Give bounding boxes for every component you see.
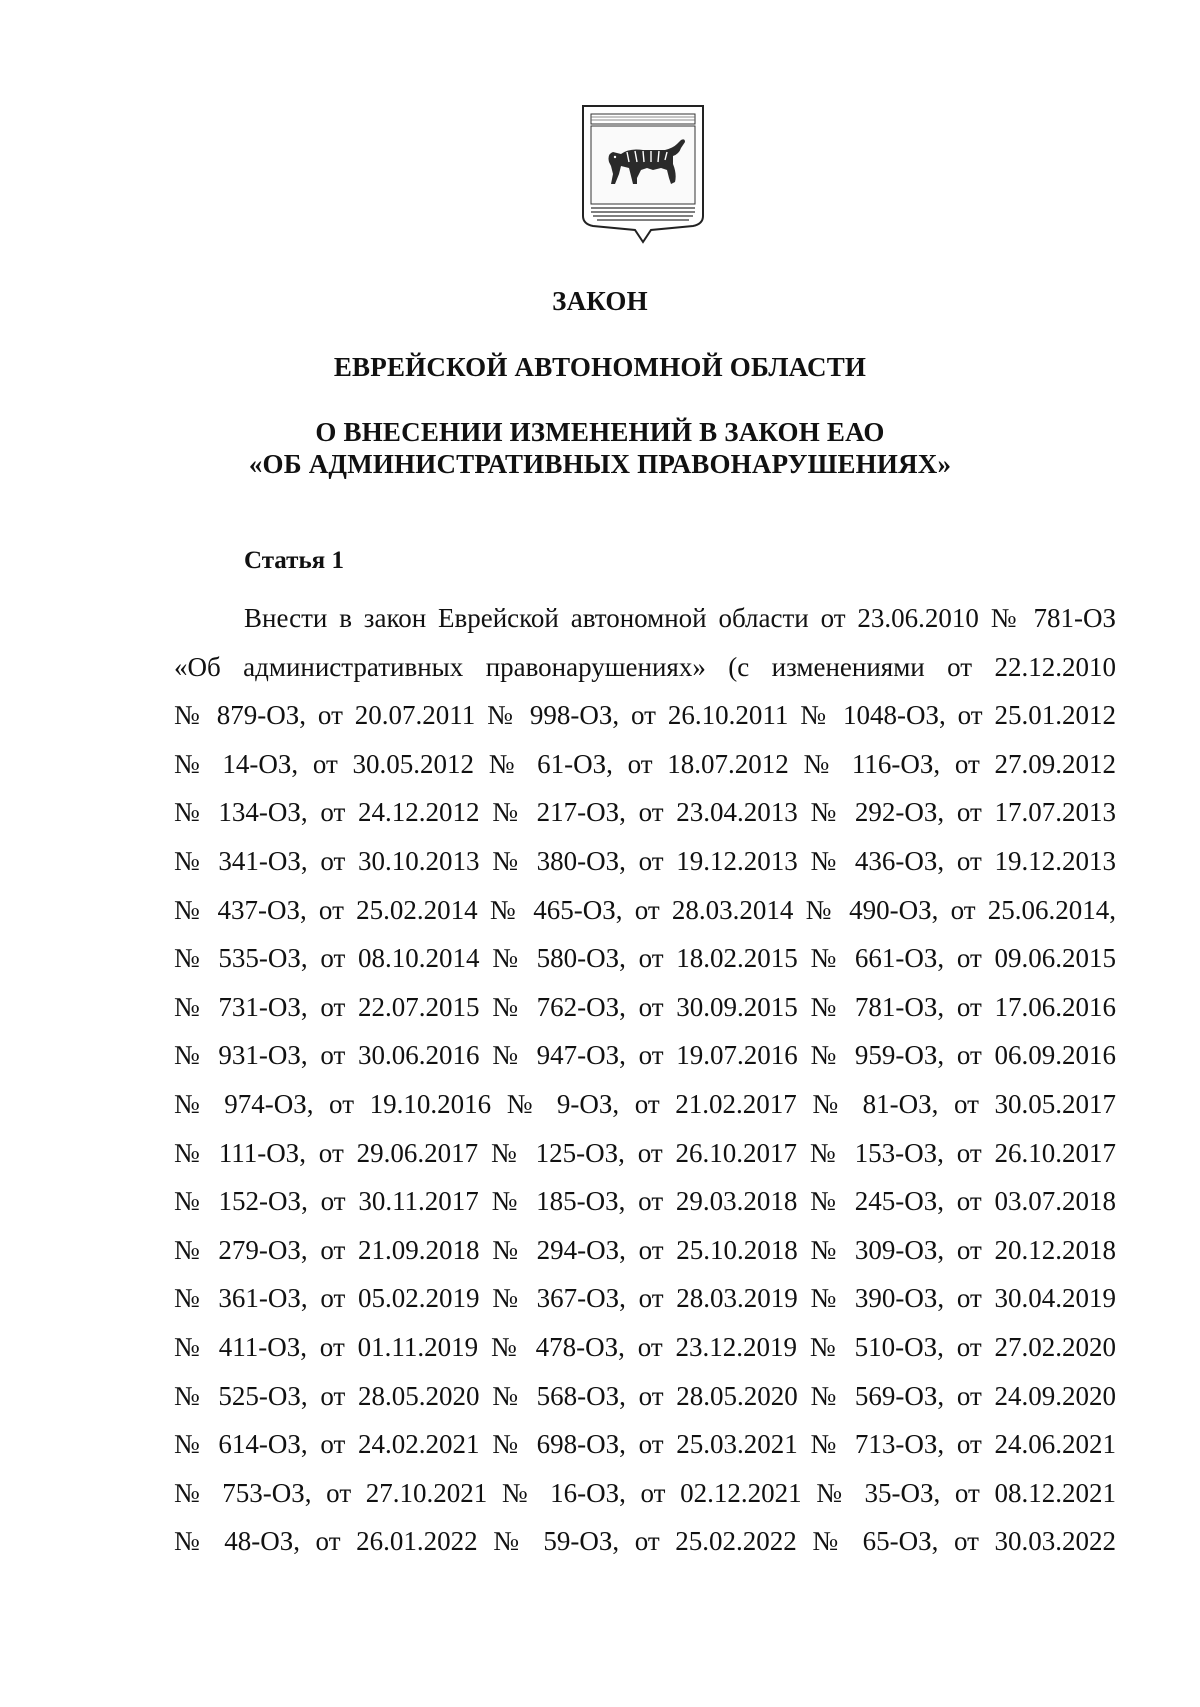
document-subtitle-line2: «ОБ АДМИНИСТРАТИВНЫХ ПРАВОНАРУШЕНИЯХ» (248, 449, 952, 479)
article-line: № 361-ОЗ, от 05.02.2019 № 367-ОЗ, от 28.03.2019 № 390-ОЗ, от 30.04.2019 (174, 1283, 1116, 1314)
article-line: № 437-ОЗ, от 25.02.2014 № 465-ОЗ, от 28.03.2014 № 490-ОЗ, от 25.06.2014, (174, 894, 1116, 925)
article-line: № 152-ОЗ, от 30.11.2017 № 185-ОЗ, от 29.03.2018 № 245-ОЗ, от 03.07.2018 (174, 1186, 1116, 1217)
article-line: № 411-ОЗ, от 01.11.2019 № 478-ОЗ, от 23.12.2019 № 510-ОЗ, от 27.02.2020 (174, 1331, 1116, 1362)
article-line: № 341-ОЗ, от 30.10.2013 № 380-ОЗ, от 19.12.2013 № 436-ОЗ, от 19.12.2013 (174, 845, 1116, 876)
coat-of-arms-tiger-icon (581, 104, 705, 252)
article-line: № 279-ОЗ, от 21.09.2018 № 294-ОЗ, от 25.10.2018 № 309-ОЗ, от 20.12.2018 (174, 1234, 1116, 1265)
article-line: № 535-ОЗ, от 08.10.2014 № 580-ОЗ, от 18.02.2015 № 661-ОЗ, от 09.06.2015 (174, 943, 1116, 974)
document-title: ЗАКОН (552, 286, 648, 316)
article-line: № 14-ОЗ, от 30.05.2012 № 61-ОЗ, от 18.07.2012 № 116-ОЗ, от 27.09.2012 (174, 748, 1116, 779)
document-subtitle-line1: О ВНЕСЕНИИ ИЗМЕНЕНИЙ В ЗАКОН ЕАО (315, 417, 885, 447)
article-line: № 614-ОЗ, от 24.02.2021 № 698-ОЗ, от 25.03.2021 № 713-ОЗ, от 24.06.2021 (174, 1429, 1116, 1460)
article-label: Статья 1 (244, 547, 344, 574)
article-line: «Об административных правонарушениях» (с изменениями от 22.12.2010 (174, 651, 1116, 682)
article-line: № 111-ОЗ, от 29.06.2017 № 125-ОЗ, от 26.10.2017 № 153-ОЗ, от 26.10.2017 (174, 1137, 1116, 1168)
article-line: № 753-ОЗ, от 27.10.2021 № 16-ОЗ, от 02.12.2021 № 35-ОЗ, от 08.12.2021 (174, 1477, 1116, 1508)
article-line: № 731-ОЗ, от 22.07.2015 № 762-ОЗ, от 30.09.2015 № 781-ОЗ, от 17.06.2016 (174, 991, 1116, 1022)
article-line: № 931-ОЗ, от 30.06.2016 № 947-ОЗ, от 19.07.2016 № 959-ОЗ, от 06.09.2016 (174, 1040, 1116, 1071)
article-line: № 974-ОЗ, от 19.10.2016 № 9-ОЗ, от 21.02.2017 № 81-ОЗ, от 30.05.2017 (174, 1088, 1116, 1119)
article-line: № 134-ОЗ, от 24.12.2012 № 217-ОЗ, от 23.04.2013 № 292-ОЗ, от 17.07.2013 (174, 797, 1116, 828)
document-region: ЕВРЕЙСКОЙ АВТОНОМНОЙ ОБЛАСТИ (333, 352, 867, 382)
article-line: № 879-ОЗ, от 20.07.2011 № 998-ОЗ, от 26.10.2011 № 1048-ОЗ, от 25.01.2012 (174, 700, 1116, 731)
article-line: № 48-ОЗ, от 26.01.2022 № 59-ОЗ, от 25.02.2022 № 65-ОЗ, от 30.03.2022 (174, 1526, 1116, 1557)
article-line: № 525-ОЗ, от 28.05.2020 № 568-ОЗ, от 28.05.2020 № 569-ОЗ, от 24.09.2020 (174, 1380, 1116, 1411)
article-line: Внести в закон Еврейской автономной области от 23.06.2010 № 781-ОЗ (244, 603, 1116, 633)
article-body (174, 594, 1116, 1566)
